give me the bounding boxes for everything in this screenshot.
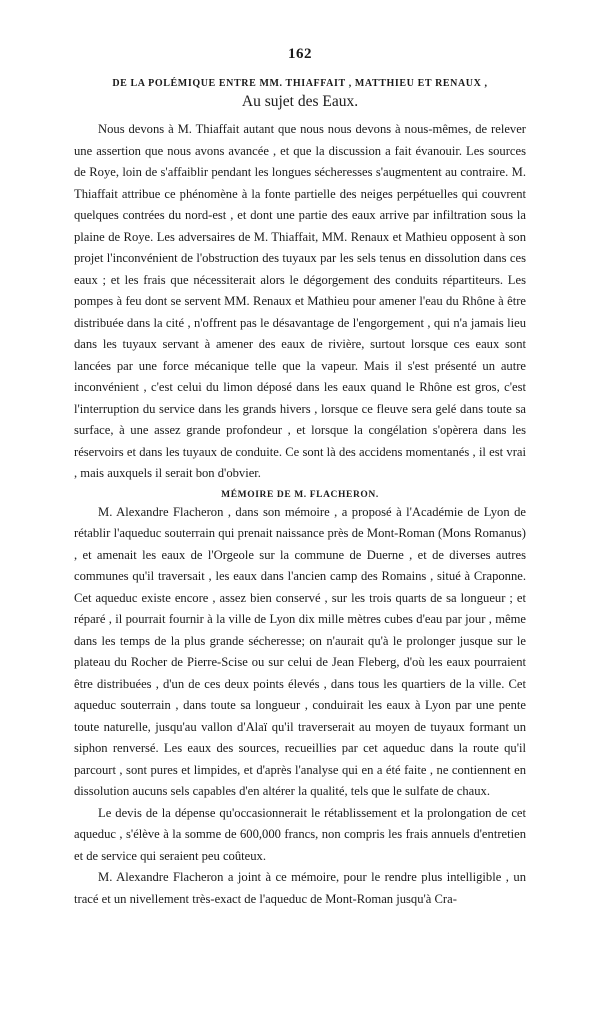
- paragraph: Nous devons à M. Thiaffait autant que nous nous devons à nous-mêmes, de relever une assertion que nous avons avancée , et que la discussion a fait évanouir. Les sources de Roye, loin de s'affaiblir pendant les longues sécheresses s'augmentent au contraire. M. Thiaffait attribue ce phénomène à la fonte partielle des neiges perpétuelles qui couvrent quelques contrées du nord-est , et dont une partie des eaux arrive par infiltration sous la plaine de Roye. Les adversaires de M. Thiaffait, MM. Renaux et Mathieu opposent à son projet l'inconvénient de l'obstruction des tuyaux par les sels tenus en dissolution dans ces eaux ; et les frais que nécessiterait alors le dégorgement des conduits répartiteurs. Les pompes à feu dont se servent MM. Renaux et Mathieu pour amener l'eau du Rhône à être distribuée dans la cité , n'offrent pas le désavantage de l'engorgement , qui n'a jamais lieu dans les tuyaux servant à amener des eaux de rivière, surtout lorsque ces eaux sont lancées par une force mécanique telle que la vapeur. Mais il s'est présenté un autre inconvénient , c'est celui du limon déposé dans les eaux quand le Rhône est gros, c'est l'interruption du service dans les grands hivers , lorsque ce fleuve sera gelé dans toute sa surface, à une assez grande profondeur , et lorsque la congélation s'opèrera dans les réservoirs et dans les tuyaux de conduite. Ce sont là des accidens momentanés , il est vrai , mais auxquels il serait bon d'obvier.: [74, 122, 526, 480]
- paragraph: M. Alexandre Flacheron a joint à ce mémoire, pour le rendre plus intelligible , un tracé et un nivellement très-exact de l'aqueduc de Mont-Roman jusqu'à Cra-: [74, 870, 526, 906]
- document-page: [74, 46, 526, 910]
- paragraph: Le devis de la dépense qu'occasionnerait le rétablissement et la prolongation de cet aqueduc , s'élève à la somme de 600,000 francs, non compris les frais annuels d'entretien et de service qui seraient peu coûteux.: [74, 805, 526, 863]
- section-title: MÉMOIRE DE M. FLACHERON.: [221, 489, 379, 500]
- article-heading: DE LA POLÉMIQUE ENTRE MM. THIAFFAIT , MATTHIEU ET RENAUX ,: [112, 78, 488, 89]
- article-subheading: Au sujet des Eaux.: [241, 93, 359, 110]
- page-number: 162: [288, 46, 312, 62]
- paragraph: M. Alexandre Flacheron , dans son mémoire , a proposé à l'Académie de Lyon de rétablir l'aqueduc souterrain qui prenait naissance près de Mont-Roman (Mons Romanus) , et amenait les eaux de l'Orgeole sur la commune de Duerne , et de diverses autres communes qu'il traversait , les eaux dans l'ancien camp des Romains , situé à Craponne. Cet aqueduc existe encore , assez bien conservé , sur les trois quarts de sa longueur ; et réparé , il pourrait fournir à la ville de Lyon dix mille mètres cubes d'eau par jour , même dans les temps de la plus grande sécheresse; on n'aurait qu'à le prolonger jusque sur le plateau du Rocher de Pierre-Scise ou sur celui de Jean Fleberg, d'où les eaux pourraient être distribuées , d'un de ces deux points élevés , dans tous les quartiers de la ville. Cet aqueduc souterrain , dans toute sa longueur , conduirait les eaux à Lyon par une pente toute naturelle, jusqu'au vallon d'Alaï qu'il traverserait au moyen de tuyaux formant un siphon renversé. Les eaux des sources, recueillies par cet aqueduc dans la route qu'il parcourt , sont pures et limpides, et d'après l'analyse qui en a été faite , ne contiennent en dissolution aucuns sels capables d'en altérer la qualité, tels que le sulfate de chaux.: [74, 504, 526, 798]
